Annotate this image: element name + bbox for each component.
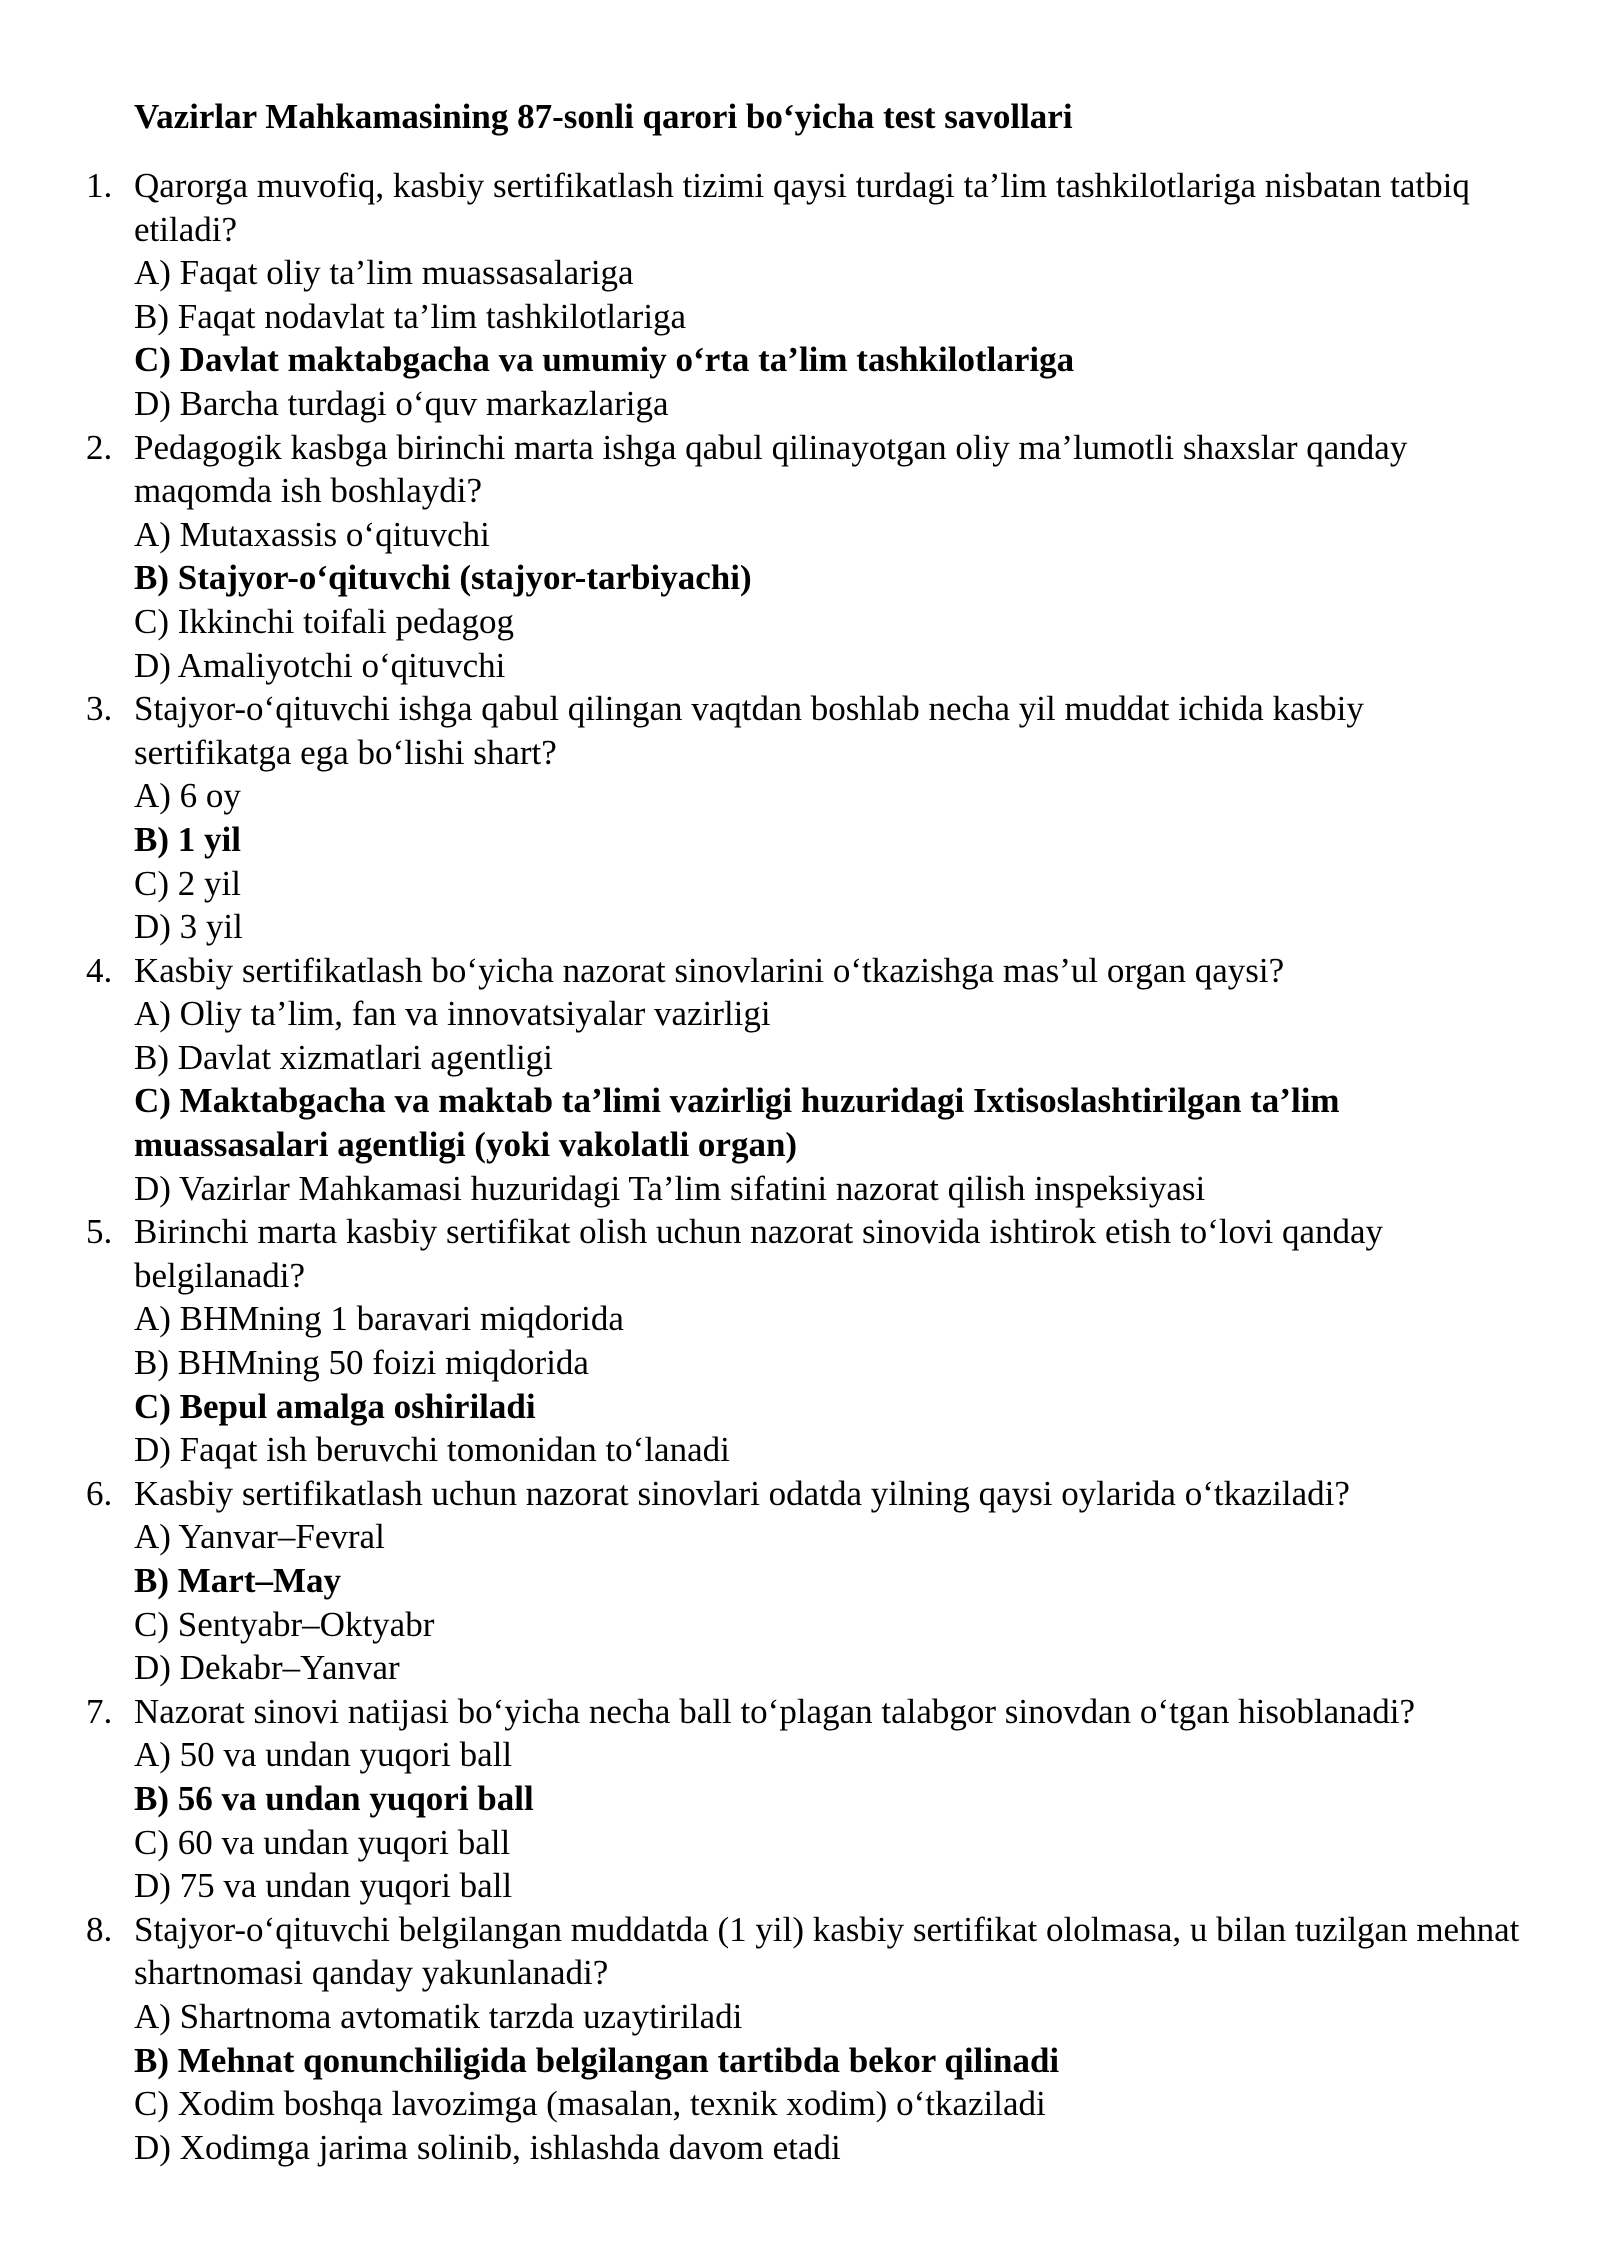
question-item xyxy=(0,164,1600,426)
answer-option: D) Amaliyotchi o‘qituvchi xyxy=(134,645,506,685)
question-item xyxy=(0,426,1600,688)
question-text: Kasbiy sertifikatlash uchun nazorat sinovlari odatda yilning qaysi oylarida o‘tkaziladi? xyxy=(134,1473,1350,1513)
question-number: 6. xyxy=(86,1473,113,1513)
question-list xyxy=(0,164,1600,2169)
answer-option: D) 3 yil xyxy=(134,907,243,947)
question-item xyxy=(0,1210,1600,1472)
answer-option: D) Vazirlar Mahkamasi huzuridagi Ta’lim sifatini nazorat qilish inspeksiyasi xyxy=(134,1168,1206,1208)
answer-option: B) BHMning 50 foizi miqdorida xyxy=(134,1343,589,1383)
question-number: 1. xyxy=(86,166,113,205)
correct-answer-option: B) Stajyor-o‘qituvchi (stajyor-tarbiyachi) xyxy=(134,558,752,598)
answer-option: C) Sentyabr–Oktyabr xyxy=(134,1604,435,1644)
correct-answer-option: B) Mehnat qonunchiligida belgilangan tartibda bekor qilinadi xyxy=(134,2040,1060,2080)
document-title: Vazirlar Mahkamasining 87-sonli qarori bo‘yicha test savollari xyxy=(134,97,1073,136)
correct-answer-option: B) Mart–May xyxy=(134,1561,342,1600)
answer-option: A) Mutaxassis o‘qituvchi xyxy=(134,514,490,554)
answer-option: A) 6 oy xyxy=(134,776,241,816)
answer-option: D) Barcha turdagi o‘quv markazlariga xyxy=(134,383,669,423)
question-text: Kasbiy sertifikatlash bo‘yicha nazorat sinovlarini o‘tkazishga mas’ul organ qaysi? xyxy=(134,950,1285,990)
question-text: Birinchi marta kasbiy sertifikat olish uchun nazorat sinovida ishtirok etish to‘lovi qanday belgilanadi? xyxy=(134,1212,1384,1295)
answer-option: A) Oliy ta’lim, fan va innovatsiyalar vazirligi xyxy=(134,994,771,1034)
question-item xyxy=(0,687,1600,949)
question-text: Qarorga muvofiq, kasbiy sertifikatlash tizimi qaysi turdagi ta’lim tashkilotlariga nisbatan tatbiq etiladi? xyxy=(134,166,1470,249)
answer-option: C) Xodim boshqa lavozimga (masalan, texnik xodim) o‘tkaziladi xyxy=(134,2084,1046,2124)
question-item xyxy=(0,1472,1600,1690)
answer-option: D) 75 va undan yuqori ball xyxy=(134,1866,513,1906)
question-number: 8. xyxy=(86,1909,113,1949)
question-number: 7. xyxy=(86,1691,113,1731)
question-item xyxy=(0,949,1600,1211)
answer-option: D) Faqat ish beruvchi tomonidan to‘lanadi xyxy=(134,1430,730,1470)
answer-option: B) Davlat xizmatlari agentligi xyxy=(134,1037,553,1077)
answer-option: A) BHMning 1 baravari miqdorida xyxy=(134,1299,624,1339)
question-number: 2. xyxy=(86,427,113,467)
answer-option: B) Faqat nodavlat ta’lim tashkilotlariga xyxy=(134,296,687,336)
correct-answer-option: C) Maktabgacha va maktab ta’limi vazirligi huzuridagi Ixtisoslashtirilgan ta’lim muassasalari agentligi (yoki vakolatli organ) xyxy=(134,1081,1340,1165)
answer-option: C) 2 yil xyxy=(134,863,241,903)
question-number: 3. xyxy=(86,689,113,729)
question-number: 5. xyxy=(86,1212,113,1252)
correct-answer-option: C) Davlat maktabgacha va umumiy o‘rta ta’lim tashkilotlariga xyxy=(134,340,1075,380)
question-number: 4. xyxy=(86,950,113,990)
answer-option: D) Xodimga jarima solinib, ishlashda davom etadi xyxy=(134,2127,841,2167)
answer-option: A) Shartnoma avtomatik tarzda uzaytiriladi xyxy=(134,1996,743,2036)
answer-option: A) Yanvar–Fevral xyxy=(134,1517,385,1557)
question-text: Stajyor-o‘qituvchi belgilangan muddatda (1 yil) kasbiy sertifikat ololmasa, u bilan tuzilgan mehnat shartnomasi qanday yakunlanadi? xyxy=(134,1909,1520,1993)
correct-answer-option: B) 56 va undan yuqori ball xyxy=(134,1778,534,1818)
question-item xyxy=(0,1908,1600,2170)
answer-option: A) Faqat oliy ta’lim muassasalariga xyxy=(134,253,634,293)
question-text: Nazorat sinovi natijasi bo‘yicha necha ball to‘plagan talabgor sinovdan o‘tgan hisoblanadi? xyxy=(134,1691,1415,1731)
answer-option: C) Ikkinchi toifali pedagog xyxy=(134,601,515,641)
answer-option: A) 50 va undan yuqori ball xyxy=(134,1735,513,1775)
answer-option: C) 60 va undan yuqori ball xyxy=(134,1822,511,1862)
question-item xyxy=(0,1690,1600,1908)
question-text: Stajyor-o‘qituvchi ishga qabul qilingan vaqtdan boshlab necha yil muddat ichida kasbiy sertifikatga ega bo‘lishi shart? xyxy=(134,689,1364,772)
correct-answer-option: B) 1 yil xyxy=(134,819,241,859)
question-text: Pedagogik kasbga birinchi marta ishga qabul qilinayotgan oliy ma’lumotli shaxslar qanday maqomda ish boshlaydi? xyxy=(134,427,1408,511)
correct-answer-option: C) Bepul amalga oshiriladi xyxy=(134,1386,536,1426)
answer-option: D) Dekabr–Yanvar xyxy=(134,1648,400,1688)
